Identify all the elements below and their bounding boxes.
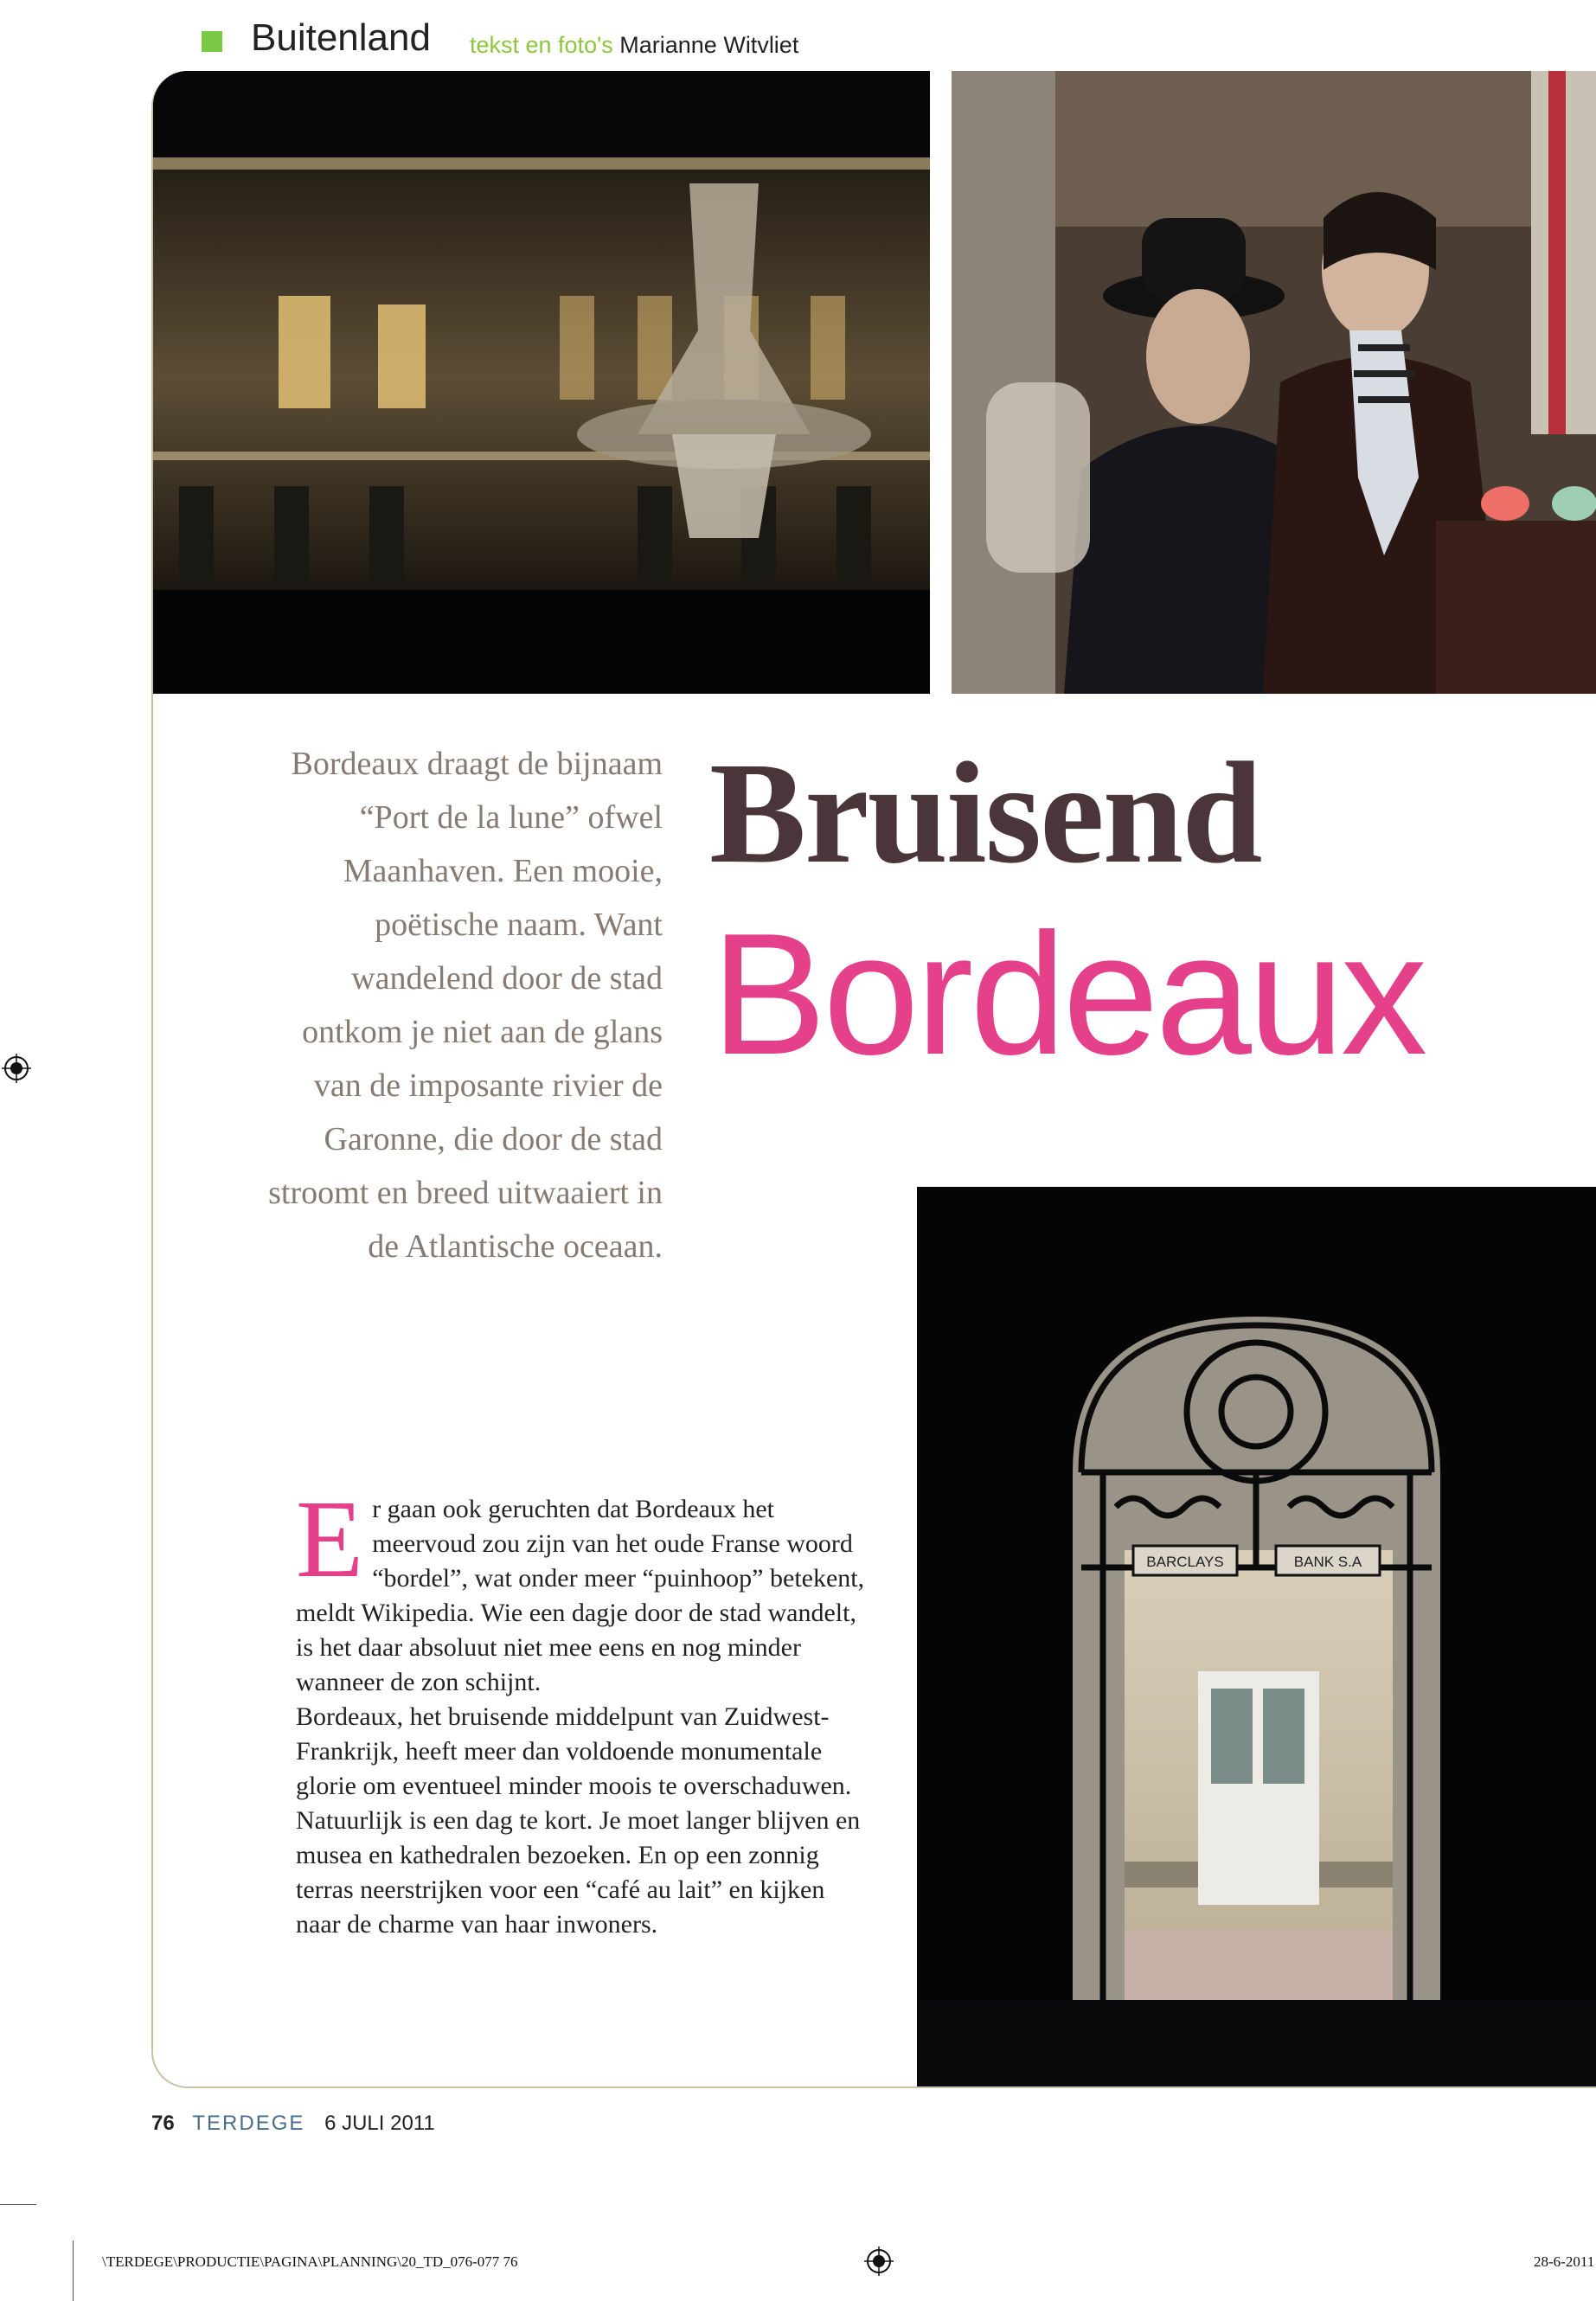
body-paragraph-2: Bordeaux, het bruisende middelpunt van Zuidwest-Frankrijk, heeft meer dan voldoende monumentale glorie om eventueel minder moois te overschaduwen. Natuurlijk is een dag te kort. Je moet langer blijven en musea en kathedralen bezoeken. En op een zonnig terras neerstrijken voor een “café au lait” en kijken naar de charme van haar inwoners. xyxy=(296,1702,861,1939)
issue-date: 6 JULI 2011 xyxy=(324,2112,435,2135)
photo-credit xyxy=(470,28,798,62)
photo-night-facade xyxy=(153,71,930,694)
registration-mark-icon xyxy=(2,1054,31,1083)
gate-sign-right: BANK S.A xyxy=(1293,1554,1362,1570)
section-marker xyxy=(202,31,222,52)
headline-line-1: Bruisend xyxy=(709,733,1261,894)
page-number: 76 xyxy=(151,2112,175,2135)
photo-bank-gate xyxy=(917,1187,1596,2086)
gate-sign-left: BARCLAYS xyxy=(1146,1554,1224,1570)
registration-mark-icon xyxy=(864,2247,894,2276)
crop-mark xyxy=(73,2240,74,2301)
intro-text: Bordeaux draagt de bijnaam “Port de la lune” ofwel Maanhaven. Een mooie, poëtische naam. Want wandelend door de stad ontkom je niet aan de glans van de imposante rivier de Garonne, die door de stad stroomt en breed uitwaaiert in de Atlantische oceaan. xyxy=(268,746,663,1265)
credit-label: tekst en foto's xyxy=(470,32,613,58)
body-text xyxy=(296,1477,869,1942)
crop-mark xyxy=(0,2204,36,2205)
magazine-name: TERDEGE xyxy=(192,2112,305,2135)
drop-cap: E xyxy=(296,1477,364,1600)
production-date: 28-6-2011 xyxy=(1534,2253,1595,2270)
body-paragraph-1: r gaan ook geruchten dat Bordeaux het meervoud zou zijn van het oude Franse woord “bordel”, wat onder meer “puinhoop” betekent, meldt Wikipedia. Wie een dagje door de stad wandelt, is het daar absoluut niet mee eens en nog minder wanneer de zon schijnt. xyxy=(296,1495,865,1696)
headline-line-2: Bordeaux xyxy=(711,898,1425,1091)
production-slug: \TERDEGE\PRODUCTIE\PAGINA\PLANNING\20_TD_076-077 76 xyxy=(102,2253,518,2270)
credit-name: Marianne Witvliet xyxy=(619,32,799,58)
section-label: Buitenland xyxy=(251,16,431,59)
photo-cafe-terrace xyxy=(952,71,1596,694)
page-footer xyxy=(151,2109,435,2138)
